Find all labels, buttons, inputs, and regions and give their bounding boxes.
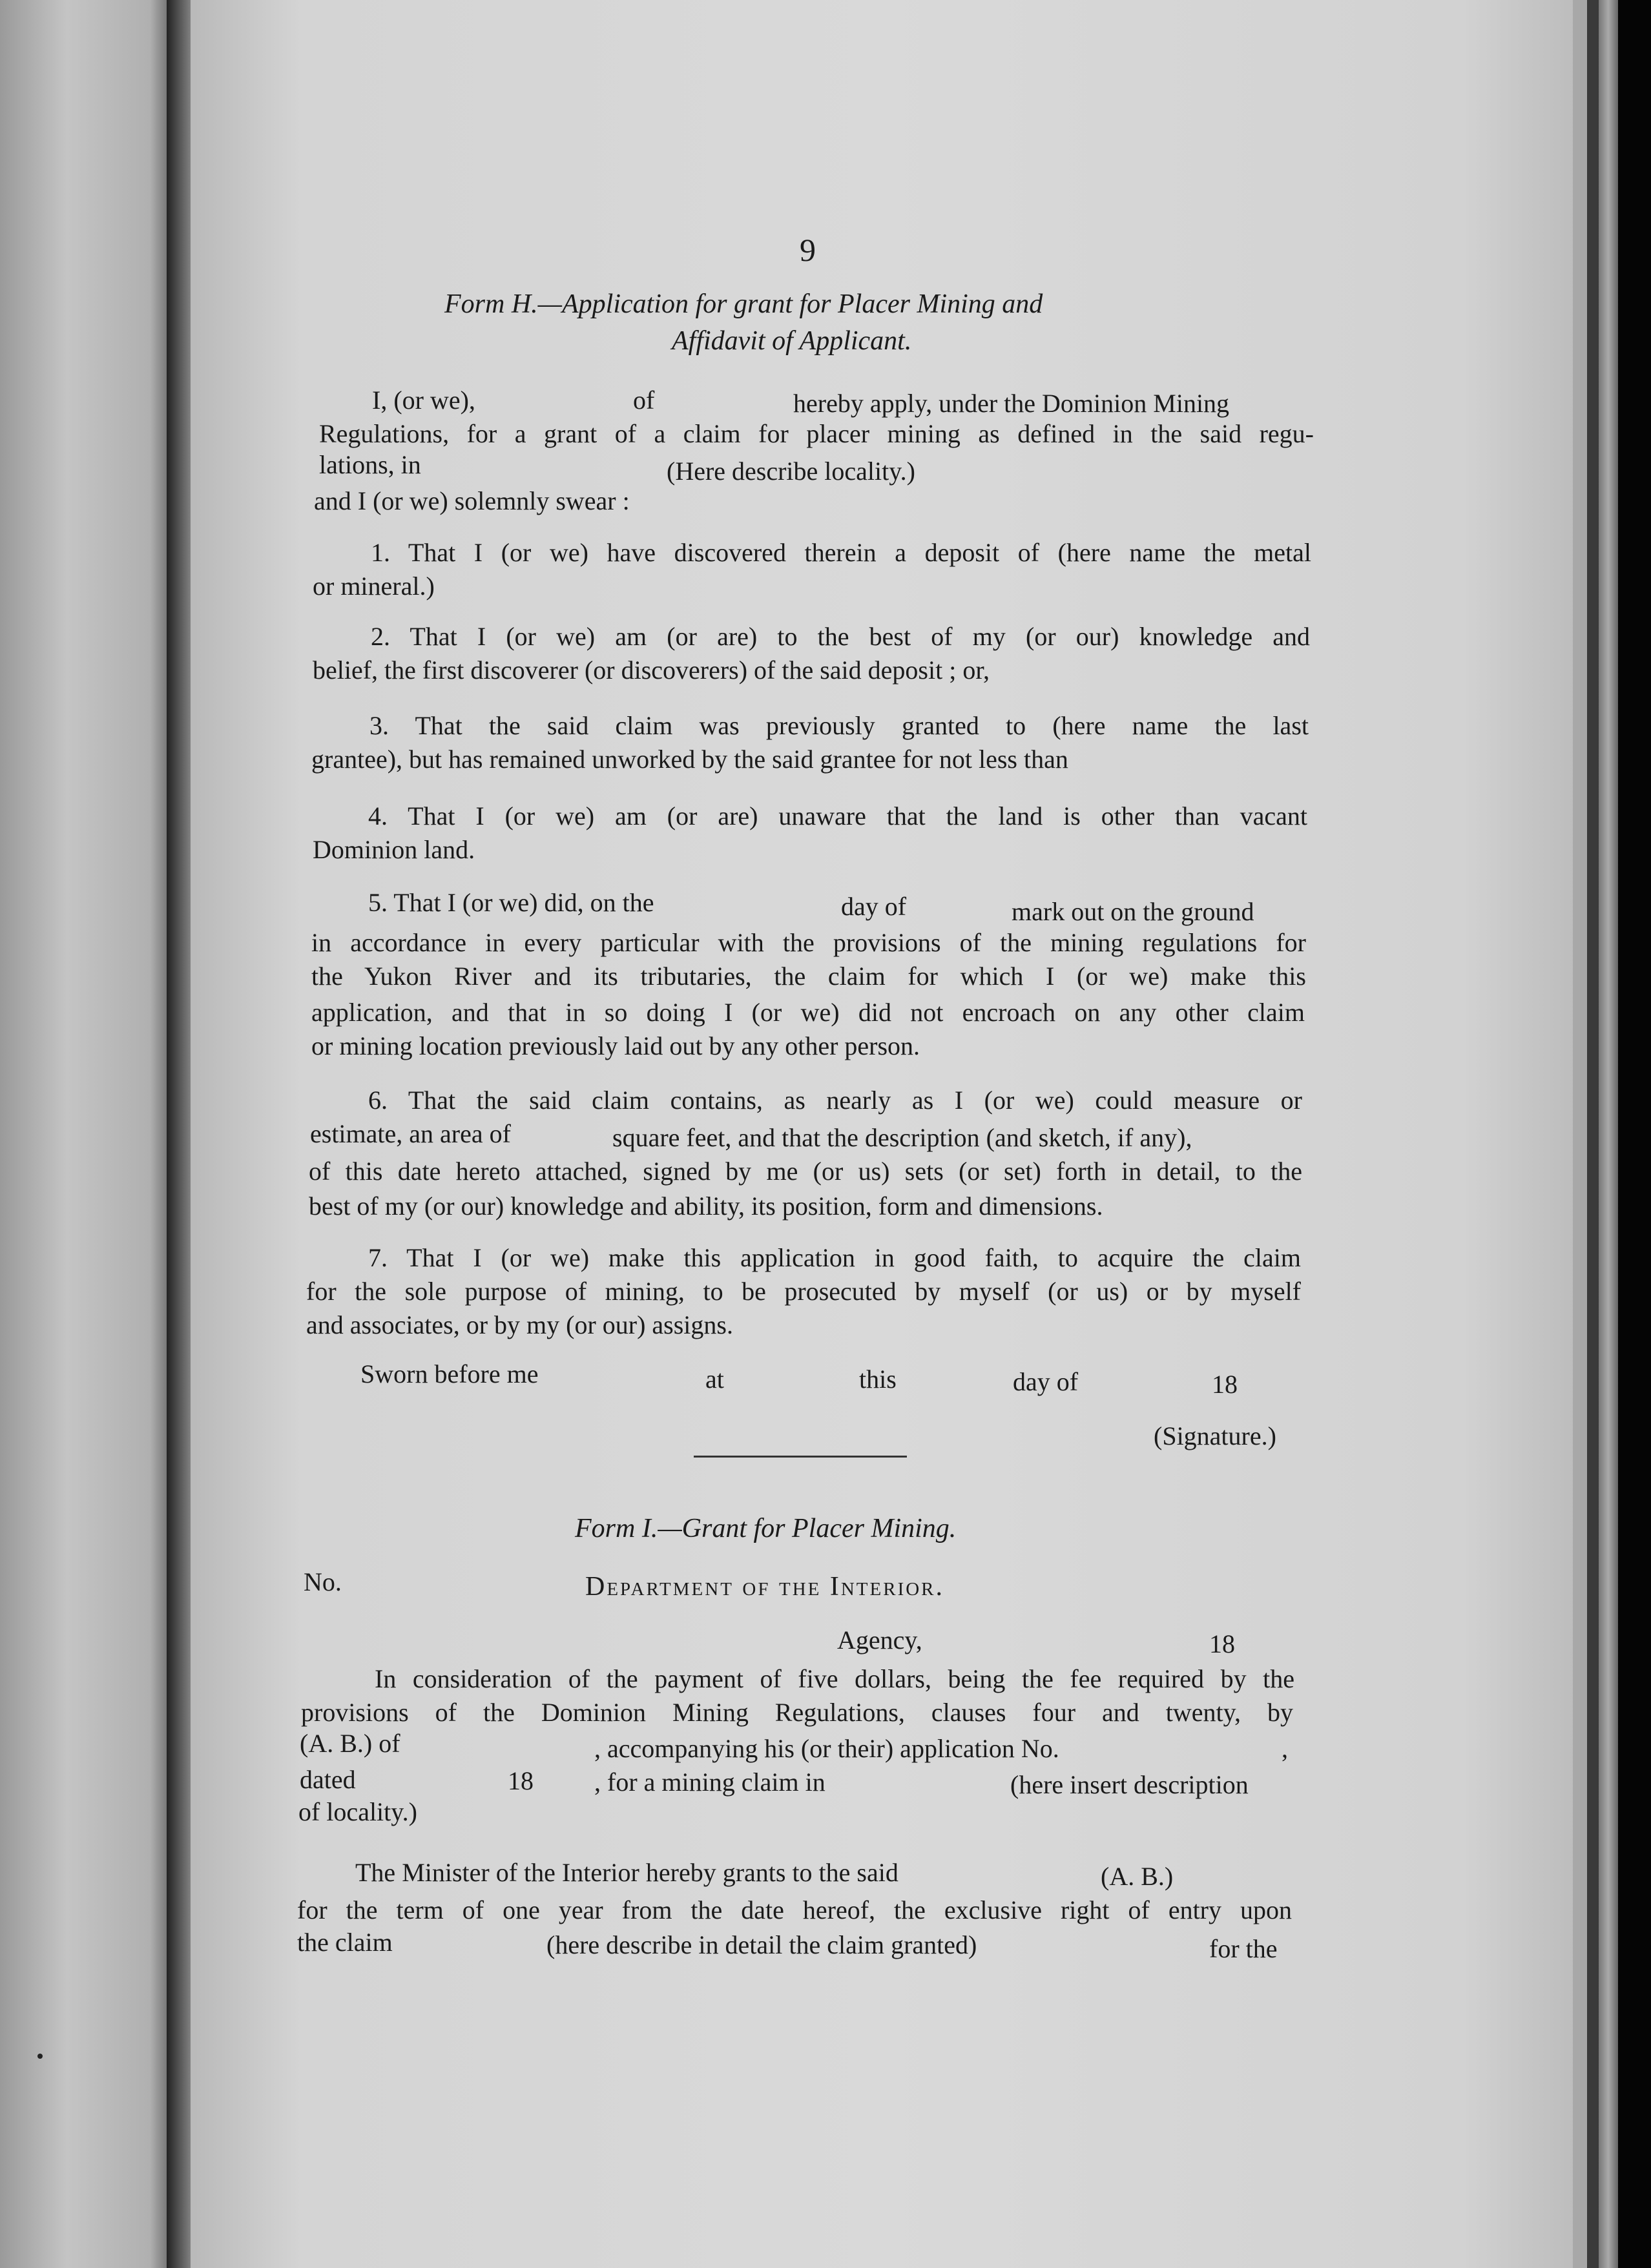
- grant-comma: ,: [1282, 1734, 1288, 1763]
- grant-dated-year: 18: [508, 1766, 534, 1795]
- clause-5-line-4: application, and that in so doing I (or we) did not encroach on any other claim: [311, 998, 1305, 1027]
- clause-5-line-5: or mining location previously laid out by any other person.: [311, 1031, 920, 1060]
- form-i-title: Form I.—Grant for Placer Mining.: [575, 1514, 957, 1543]
- intro-of-label: of: [633, 386, 655, 415]
- intro-applicant-label: I, (or we),: [372, 386, 475, 415]
- grant-para1-line-2: provisions of the Dominion Mining Regulations, clauses four and twenty, by: [301, 1698, 1293, 1727]
- clause-3-line-2: grantee), but has remained unworked by the said grantee for not less than: [311, 745, 1068, 774]
- grant-insert-description: (here insert description: [1010, 1770, 1249, 1799]
- signature-label: (Signature.): [1154, 1421, 1276, 1450]
- grant-dated-label: dated: [300, 1765, 356, 1794]
- intro-apply-text: hereby apply, under the Dominion Mining: [793, 389, 1230, 418]
- sworn-before-me: Sworn before me: [360, 1359, 539, 1388]
- agency-label: Agency,: [837, 1625, 922, 1655]
- clause-6-area-label: estimate, an area of: [310, 1119, 511, 1148]
- clause-5-mark-out: mark out on the ground: [1012, 897, 1254, 926]
- clause-2-line-1: 2. That I (or we) am (or are) to the best of my (or our) knowledge and: [371, 622, 1310, 651]
- clause-6-line-1: 6. That the said claim contains, as nearly as I (or we) could measure or: [368, 1086, 1302, 1115]
- speck-mark: [37, 2054, 43, 2059]
- form-h-title-line1: Form H.—Application for grant for Placer Mining and: [444, 289, 1043, 319]
- grant-para1-line-1: In consideration of the payment of five dollars, being the fee required by the: [375, 1664, 1294, 1693]
- scan-border: [1618, 0, 1651, 2268]
- intro-locality-label: lations, in: [319, 450, 421, 479]
- agency-year: 18: [1209, 1629, 1235, 1658]
- page-stack-edge: [1599, 0, 1618, 2268]
- clause-4-line-1: 4. That I (or we) am (or are) unaware that the land is other than vacant: [368, 801, 1307, 830]
- grant-describe-claim: (here describe in detail the claim granted): [546, 1930, 977, 1959]
- page-edge-shadow: [1587, 0, 1599, 2268]
- section-divider: [694, 1456, 907, 1458]
- intro-line-2: Regulations, for a grant of a claim for placer mining as defined in the said regu-: [319, 419, 1314, 448]
- clause-5-line-3: the Yukon River and its tributaries, the claim for which I (or we) make this: [311, 962, 1306, 991]
- clause-1-line-2: or mineral.): [313, 572, 435, 601]
- intro-locality-note: (Here describe locality.): [667, 457, 915, 486]
- clause-3-line-1: 3. That the said claim was previously granted to (here name the last: [369, 711, 1309, 740]
- form-i-number-label: No.: [304, 1567, 342, 1596]
- clause-1-line-1: 1. That I (or we) have discovered therein a deposit of (here name the metal: [371, 538, 1311, 567]
- page-number: 9: [800, 232, 816, 268]
- grant-locality-line: of locality.): [298, 1797, 418, 1826]
- form-h-title-line2: Affidavit of Applicant.: [672, 326, 912, 356]
- book-gutter: [167, 0, 192, 2268]
- clause-5-line-2: in accordance in every particular with the provisions of the mining regulations for: [311, 928, 1306, 957]
- clause-6-line-3: of this date hereto attached, signed by me (or us) sets (or set) forth in detail, to the: [309, 1157, 1302, 1186]
- clause-6-line-4: best of my (or our) knowledge and ability, its position, form and dimensions.: [309, 1191, 1103, 1221]
- sworn-this: this: [859, 1365, 897, 1394]
- grant-ab-of: (A. B.) of: [300, 1729, 400, 1758]
- clause-4-line-2: Dominion land.: [313, 835, 475, 864]
- grant-minister-text: The Minister of the Interior hereby grants to the said: [355, 1858, 898, 1887]
- grant-for-the: for the: [1209, 1934, 1278, 1963]
- clause-5-day-of: day of: [841, 892, 907, 921]
- grant-mining-claim-text: , for a mining claim in: [594, 1768, 826, 1797]
- sworn-year: 18: [1212, 1370, 1238, 1399]
- sworn-day-of: day of: [1013, 1367, 1079, 1396]
- grant-para2-line-2: for the term of one year from the date hereof, the exclusive right of entry upon: [297, 1895, 1292, 1924]
- grant-application-text: , accompanying his (or their) application No.: [594, 1734, 1059, 1763]
- clause-7-line-2: for the sole purpose of mining, to be prosecuted by myself (or us) or by myself: [306, 1277, 1301, 1306]
- sworn-at: at: [705, 1365, 724, 1394]
- clause-7-line-1: 7. That I (or we) make this application in good faith, to acquire the claim: [368, 1243, 1301, 1272]
- left-page-edge: [0, 0, 167, 2268]
- intro-swear-line: and I (or we) solemnly swear :: [314, 486, 630, 515]
- clause-6-line-2: square feet, and that the description (and sketch, if any),: [612, 1123, 1192, 1152]
- clause-2-line-2: belief, the first discoverer (or discoverers) of the said deposit ; or,: [313, 655, 990, 685]
- grant-the-claim: the claim: [297, 1928, 393, 1957]
- grant-ab-name: (A. B.): [1101, 1862, 1174, 1891]
- department-heading: Department of the Interior.: [585, 1572, 945, 1602]
- page-edge: [1573, 0, 1587, 2268]
- clause-7-line-3: and associates, or by my (or our) assigns.: [306, 1310, 733, 1339]
- clause-5-date-text: 5. That I (or we) did, on the: [368, 888, 654, 917]
